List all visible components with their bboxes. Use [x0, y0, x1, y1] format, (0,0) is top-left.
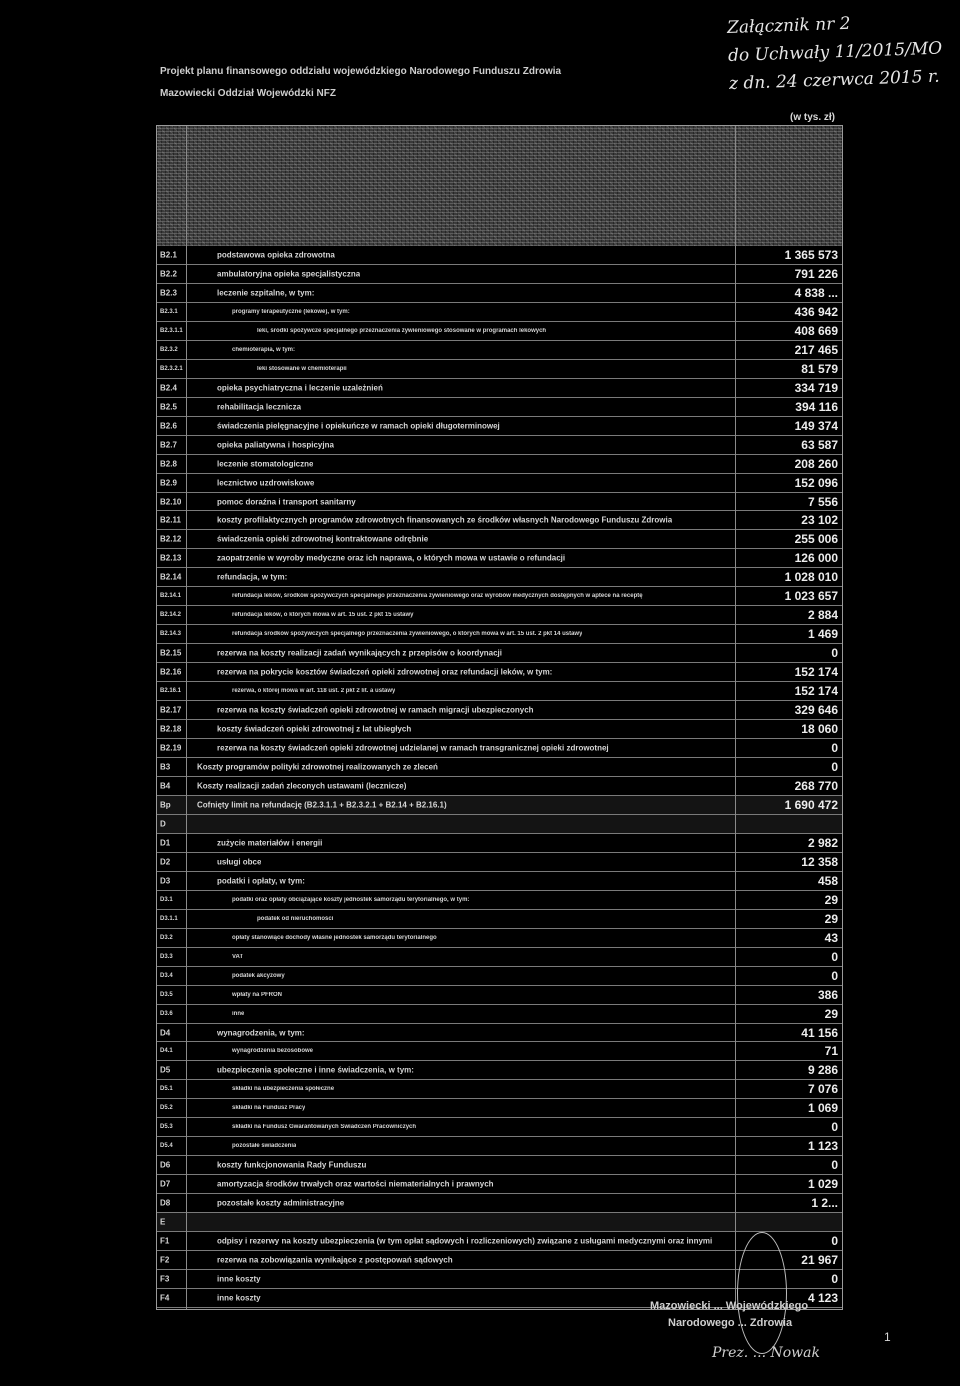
row-label: pozostałe koszty administracyjne: [217, 1198, 345, 1208]
stamp-line-2: Narodowego ... Zdrowia: [668, 1317, 793, 1329]
row-label: opłaty stanowiące dochody własne jednostek samorządu terytorialnego: [232, 934, 437, 941]
row-label: leczenie stomatologiczne: [217, 459, 314, 469]
row-value: 0: [831, 1120, 838, 1135]
row-code: B2.1: [160, 250, 177, 260]
table-row: [157, 1061, 842, 1080]
row-value: 386: [817, 987, 838, 1002]
row-code: D5.4: [160, 1143, 173, 1150]
row-label: refundacja środków spożywczych specjalnego przeznaczenia żywieniowego, o których mowa w art. 15 ust. 2 pkt 14 ustawy: [232, 631, 583, 638]
table-row: [157, 1043, 842, 1062]
annotation-line-1: Załącznik nr 2: [726, 13, 851, 39]
table-row: [157, 986, 842, 1005]
row-value: 0: [831, 646, 838, 661]
row-label: podstawowa opieka zdrowotna: [217, 250, 335, 260]
table-row: [157, 284, 842, 303]
row-code: D3.3: [160, 953, 173, 960]
row-code: D7: [160, 1179, 171, 1189]
table-row: [157, 568, 842, 587]
table-row: [157, 1213, 842, 1232]
row-label: składki na Fundusz Gwarantowanych Świadczeń Pracowniczych: [232, 1124, 417, 1131]
row-label: rezerwa na pokrycie kosztów świadczeń opieki zdrowotnej oraz refundacji leków, w tym:: [217, 667, 553, 677]
table-row: [157, 265, 842, 284]
row-code: B2.3.1.1: [160, 327, 183, 334]
row-code: D2: [160, 857, 171, 867]
table-row: [157, 455, 842, 474]
row-label: chemioterapia, w tym:: [232, 346, 296, 353]
row-code: B2.12: [160, 534, 182, 544]
row-label: ubezpieczenia społeczne i inne świadczenia, w tym:: [217, 1065, 414, 1075]
table-row: [157, 1194, 842, 1213]
table-row: [157, 606, 842, 625]
table-row: [157, 625, 842, 644]
table-row: [157, 1137, 842, 1156]
row-label: pozostałe świadczenia: [232, 1143, 297, 1150]
table-row: [157, 1232, 842, 1251]
row-value: 81 579: [801, 361, 838, 376]
row-code: D3.4: [160, 972, 173, 979]
row-code: D3: [160, 876, 171, 886]
row-label: wynagrodzenia, w tym:: [217, 1028, 305, 1037]
table-row: [157, 417, 842, 436]
row-label: zużycie materiałów i energii: [217, 838, 323, 848]
row-code: F1: [160, 1236, 170, 1246]
row-value: 1 123: [807, 1139, 838, 1154]
row-code: D3.2: [160, 934, 173, 941]
row-label: wynagrodzenia bezosobowe: [232, 1048, 314, 1055]
row-label: rezerwa, o której mowa w art. 118 ust. 2 pkt 2 lit. a ustawy: [232, 688, 396, 695]
table-row: [157, 474, 842, 493]
table-row: [157, 796, 842, 815]
row-code: B4: [160, 781, 171, 791]
row-value: 268 770: [794, 778, 838, 793]
row-label: Koszty programów polityki zdrowotnej realizowanych ze zleceń: [197, 762, 438, 772]
document-subtitle: Mazowiecki Oddział Wojewódzki NFZ: [160, 88, 336, 99]
row-code: B2.14: [160, 572, 182, 582]
row-label: leki stosowane w chemioterapii: [257, 365, 347, 372]
row-code: F4: [160, 1293, 170, 1303]
row-value: 0: [831, 968, 838, 983]
row-code: B2.10: [160, 497, 182, 506]
row-code: D5: [160, 1065, 171, 1075]
row-code: B2.14.3: [160, 631, 182, 638]
row-value: 0: [831, 1272, 838, 1287]
row-code: D3.1: [160, 896, 173, 903]
row-code: D3.6: [160, 1010, 173, 1017]
table-row: [157, 341, 842, 360]
row-code: B3: [160, 762, 171, 772]
table-row: [157, 758, 842, 777]
row-label: podatki oraz opłaty obciążające koszty jednostek samorządu terytorialnego, w tym:: [232, 896, 470, 903]
table-row: [157, 701, 842, 720]
row-value: 2 884: [807, 608, 838, 623]
row-value: 1 469: [807, 627, 838, 642]
row-value: 1 029: [807, 1177, 838, 1192]
row-label: świadczenia opieki zdrowotnej kontraktowane odrębnie: [217, 534, 429, 544]
row-value: 71: [824, 1044, 838, 1059]
row-label: rehabilitacja lecznicza: [217, 402, 302, 412]
row-value: 2 982: [807, 835, 838, 850]
row-value: 29: [824, 1006, 838, 1021]
annotation-line-3: z dn. 24 czerwca 2015 r.: [728, 66, 940, 94]
row-label: ambulatoryjna opieka specjalistyczna: [217, 269, 361, 279]
table-row: [157, 322, 842, 341]
row-label: rezerwa na koszty realizacji zadań wynikających z przepisów o koordynacji: [217, 648, 502, 658]
row-code: B2.2: [160, 269, 177, 279]
row-value: 255 006: [794, 532, 838, 547]
table-row: [157, 1118, 842, 1137]
row-code: F3: [160, 1274, 170, 1284]
row-value: 149 374: [794, 418, 838, 433]
row-value: 0: [831, 949, 838, 964]
row-value: 4 838 ...: [794, 285, 838, 300]
row-value: 21 967: [801, 1253, 838, 1268]
table-row: [157, 834, 842, 853]
row-code: D: [160, 819, 166, 829]
row-code: B2.14.2: [160, 612, 182, 619]
row-code: B2.11: [160, 515, 181, 525]
row-label: koszty funkcjonowania Rady Funduszu: [217, 1160, 367, 1170]
row-code: D8: [160, 1198, 171, 1208]
row-value: 152 096: [794, 475, 838, 490]
annotation-line-2: do Uchwały 11/2015/MO: [727, 38, 943, 67]
row-code: B2.3: [160, 288, 177, 298]
table-row: [157, 493, 842, 512]
row-code: B2.4: [160, 383, 177, 393]
table-row: [157, 644, 842, 663]
handwritten-annotation: [727, 6, 960, 98]
row-label: odpisy i rezerwy na koszty ubezpieczenia (w tym opłat sądowych i rozliczeniowych) związane z usługami medycznymi oraz innymi: [217, 1236, 713, 1246]
row-label: leki, środki spożywcze specjalnego przeznaczenia żywieniowego stosowane w programach lekowych: [257, 327, 547, 334]
row-code: B2.18: [160, 724, 182, 734]
row-label: podatki i opłaty, w tym:: [217, 876, 305, 886]
row-code: D4.1: [160, 1048, 173, 1055]
row-value: 7 076: [807, 1082, 838, 1097]
table-row: [157, 530, 842, 549]
row-label: usługi obce: [217, 857, 262, 867]
table-row: [157, 929, 842, 948]
table-row: [157, 720, 842, 739]
row-value: 208 260: [794, 456, 838, 471]
signature: Prez. ... Nowak: [712, 1345, 820, 1361]
row-label: świadczenia pielęgnacyjne i opiekuńcze w ramach opieki długoterminowej: [217, 421, 500, 431]
table-row: [157, 1175, 842, 1194]
row-label: Koszty realizacji zadań zleconych ustawami (lecznicze): [197, 781, 407, 791]
table-row: [157, 398, 842, 417]
row-code: B2.9: [160, 478, 177, 488]
table-row: [157, 549, 842, 568]
unit-label: (w tys. zł): [790, 112, 836, 123]
row-code: Bp: [160, 800, 171, 810]
row-code: D5.1: [160, 1086, 173, 1093]
table-row: [157, 436, 842, 455]
row-code: B2.19: [160, 743, 182, 753]
document-title: Projekt planu finansowego oddziału wojewódzkiego Narodowego Funduszu Zdrowia: [160, 66, 562, 77]
row-value: 436 942: [794, 304, 838, 319]
row-value: 9 286: [807, 1063, 838, 1078]
stamp-oval: [737, 1232, 787, 1354]
row-label: opieka psychiatryczna i leczenie uzależnień: [217, 383, 383, 393]
row-label: zaopatrzenie w wyroby medyczne oraz ich naprawa, o których mowa w ustawie o refundacji: [217, 553, 566, 563]
table-header-block: [157, 126, 842, 246]
table-row: [157, 512, 842, 531]
table-row: [157, 663, 842, 682]
row-value: 0: [831, 760, 838, 774]
table-row: [157, 1080, 842, 1099]
row-value: 334 719: [794, 380, 838, 395]
row-code: B2.8: [160, 459, 177, 469]
row-value: 1 023 657: [784, 589, 838, 604]
table-row: [157, 379, 842, 398]
row-label: pomoc doraźna i transport sanitarny: [217, 497, 356, 506]
row-code: D1: [160, 838, 171, 848]
table-row: [157, 967, 842, 986]
row-value: 1 690 472: [784, 797, 838, 812]
table-row: [157, 910, 842, 929]
row-code: D3.5: [160, 991, 173, 998]
row-value: 217 465: [794, 342, 838, 357]
table-row: [157, 948, 842, 967]
row-value: 12 358: [801, 854, 838, 869]
row-value: 41 156: [801, 1025, 838, 1040]
row-label: inne: [232, 1010, 245, 1017]
row-label: koszty świadczeń opieki zdrowotnej z lat ubiegłych: [217, 724, 412, 734]
row-code: E: [160, 1217, 166, 1227]
row-label: refundacja leków, środków spożywczych specjalnego przeznaczenia żywieniowego oraz wyrobów medycznych dostępnych w aptece na receptę: [232, 593, 643, 600]
row-code: B2.17: [160, 705, 182, 715]
row-value: 63 587: [801, 437, 838, 452]
row-code: B2.7: [160, 440, 177, 450]
table-row: [157, 872, 842, 891]
table-row: [157, 682, 842, 701]
row-code: B2.16: [160, 667, 182, 677]
row-value: 152 174: [794, 684, 838, 699]
row-code: B2.5: [160, 402, 177, 412]
table-row: [157, 1005, 842, 1024]
column-divider-value: [735, 126, 736, 1309]
row-code: B2.15: [160, 648, 182, 658]
row-code: D4: [160, 1028, 171, 1037]
table-row: [157, 815, 842, 834]
row-value: 1 069: [807, 1101, 838, 1116]
row-label: podatek od nieruchomości: [257, 915, 334, 922]
table-row: [157, 1099, 842, 1118]
row-label: składki na ubezpieczenia społeczne: [232, 1086, 335, 1093]
row-code: B2.16.1: [160, 688, 182, 695]
row-label: leczenie szpitalne, w tym:: [217, 288, 315, 298]
stamp-line-1: Mazowiecki ... Wojewódzkiego: [650, 1300, 809, 1312]
row-label: VAT: [232, 953, 244, 960]
row-code: B2.3.1: [160, 308, 178, 315]
row-code: B2.3.2: [160, 346, 178, 353]
row-label: składki na Fundusz Pracy: [232, 1105, 306, 1112]
row-value: 394 116: [795, 399, 838, 414]
row-value: 4 123: [807, 1291, 838, 1305]
row-label: koszty profilaktycznych programów zdrowotnych finansowanych ze środków własnych Narodowego Funduszu Zdrowia: [217, 515, 673, 525]
row-label: programy terapeutyczne (lekowe), w tym:: [232, 308, 350, 315]
row-label: opieka paliatywna i hospicyjna: [217, 440, 334, 450]
row-value: 43: [824, 930, 838, 945]
row-code: F2: [160, 1255, 170, 1265]
table-row: [157, 1024, 842, 1043]
row-code: B2.13: [160, 553, 182, 563]
row-value: 1 028 010: [784, 570, 838, 585]
row-value: 29: [824, 892, 838, 907]
table-row: [157, 587, 842, 606]
row-label: rezerwa na zobowiązania wynikające z postępowań sądowych: [217, 1255, 453, 1265]
row-code: B2.14.1: [160, 593, 182, 600]
row-label: inne koszty: [217, 1293, 261, 1303]
row-value: 18 060: [801, 722, 838, 737]
row-value: 408 669: [794, 323, 838, 338]
page-number: 1: [884, 1330, 891, 1344]
table-row: [157, 853, 842, 872]
row-value: 458: [817, 873, 838, 888]
row-value: 329 646: [794, 703, 838, 718]
row-value: 152 174: [794, 665, 838, 680]
table-row: [157, 739, 842, 758]
table-row: [157, 303, 842, 322]
table-row: [157, 777, 842, 796]
row-value: 0: [831, 741, 838, 756]
row-value: 23 102: [801, 513, 838, 528]
row-value: 1 2...: [811, 1196, 838, 1211]
row-value: 791 226: [794, 266, 838, 281]
row-code: D5.3: [160, 1124, 173, 1131]
row-label: amortyzacja środków trwałych oraz wartości niematerialnych i prawnych: [217, 1179, 494, 1189]
table-row: [157, 246, 842, 265]
column-divider-code: [186, 126, 187, 1309]
row-label: rezerwa na koszty świadczeń opieki zdrowotnej w ramach migracji ubezpieczonych: [217, 705, 534, 715]
row-code: D3.1.1: [160, 915, 178, 922]
row-code: B2.3.2.1: [160, 365, 183, 372]
row-value: 7 556: [807, 494, 838, 509]
table-row: [157, 891, 842, 910]
row-code: D6: [160, 1160, 171, 1170]
row-label: wpłaty na PFRON: [232, 991, 283, 998]
row-value: 1 365 573: [784, 247, 838, 262]
table-row: [157, 1156, 842, 1175]
row-label: inne koszty: [217, 1274, 261, 1284]
row-value: 0: [831, 1234, 838, 1249]
row-label: refundacja, w tym:: [217, 572, 288, 582]
row-code: B2.6: [160, 421, 177, 431]
row-label: rezerwa na koszty świadczeń opieki zdrowotnej udzielanej w ramach transgranicznej opieki zdrowotnej: [217, 743, 609, 753]
row-value: 29: [824, 911, 838, 926]
table-row: [157, 360, 842, 379]
row-label: podatek akcyzowy: [232, 972, 285, 979]
row-value: 126 000: [794, 551, 838, 566]
row-label: refundacja leków, o których mowa w art. 15 ust. 2 pkt 15 ustawy: [232, 612, 414, 619]
row-label: lecznictwo uzdrowiskowe: [217, 478, 315, 488]
row-code: D5.2: [160, 1105, 173, 1112]
row-value: 0: [831, 1158, 838, 1173]
row-label: Cofnięty limit na refundację (B2.3.1.1 + B2.3.2.1 + B2.14 + B2.16.1): [197, 800, 447, 810]
